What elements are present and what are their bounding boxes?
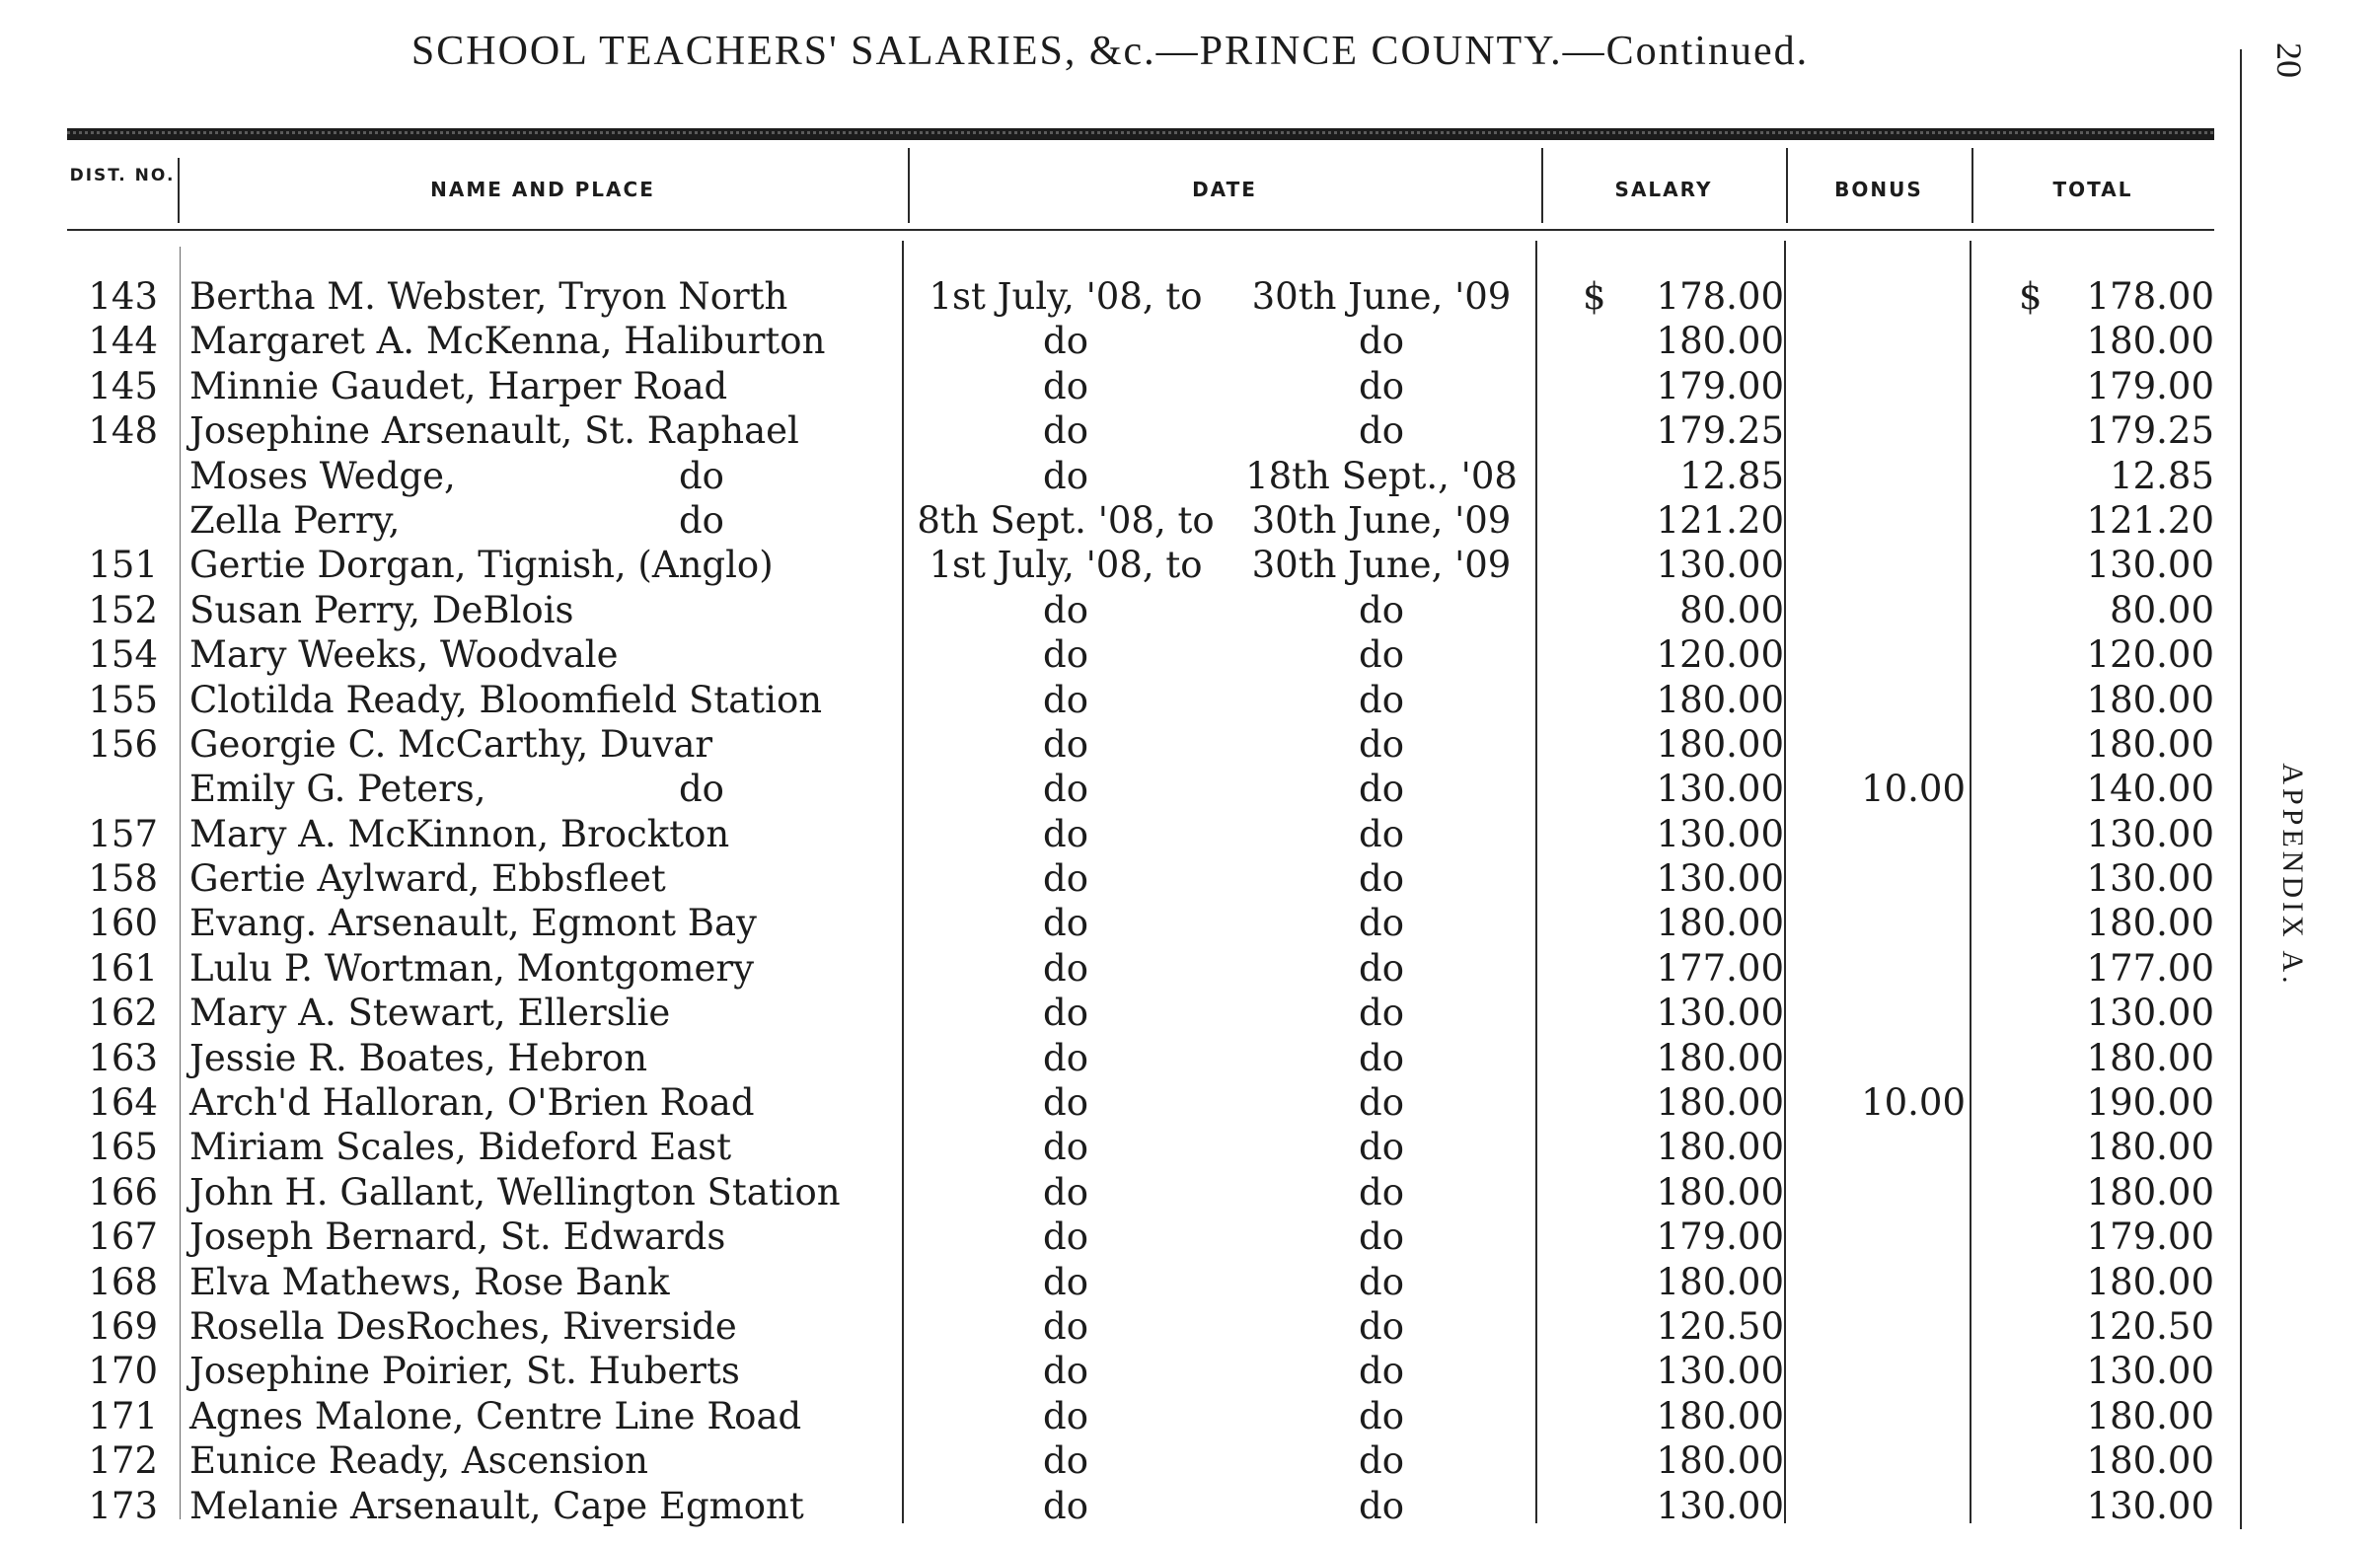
dist-no-cell: 155 [88,678,158,721]
total-cell: 130.00 [2086,1350,2214,1393]
salary-cell: 130.00 [1656,1484,1784,1527]
salary-cell: 180.00 [1656,320,1784,363]
name-cell: Josephine Arsenault, St. Raphael [189,409,799,453]
date-to-cell: do [1359,409,1404,453]
header-separator [178,158,180,223]
bonus-cell [1788,991,1966,1035]
date-to-cell: 30th June, '09 [1251,275,1512,318]
header-separator [908,148,910,223]
place-ditto-cell [679,1125,896,1169]
table-row [0,1260,2240,1304]
place-ditto-cell: do [679,454,724,497]
total-cell: 180.00 [2086,1036,2214,1079]
date-to-cell: do [1359,768,1404,811]
total-cell: 130.00 [2086,812,2214,855]
date-to-cell: do [1359,857,1404,901]
place-ditto-cell: do [679,498,724,542]
table-row [0,722,2240,767]
dollar-sign: $ [1583,275,1606,318]
place-ditto-cell [679,901,896,945]
table-row [0,1036,2240,1080]
appendix-label: APPENDIX A. [2276,763,2309,988]
total-cell: 180.00 [2086,1260,2214,1303]
table-row [0,1214,2240,1259]
date-to-cell: do [1359,1350,1404,1393]
salary-cell: 179.00 [1656,1215,1784,1259]
total-cell: 180.00 [2086,1126,2214,1169]
date-to-cell: 30th June, '09 [1251,544,1512,587]
name-cell: Gertie Aylward, Ebbsfleet [189,857,666,901]
bonus-cell [1788,1304,1966,1349]
date-to-cell: do [1359,902,1404,945]
date-to-cell: do [1359,1215,1404,1259]
date-to-cell: do [1359,1126,1404,1169]
date-from-cell: do [1043,902,1088,945]
table-row [0,364,2240,408]
date-to-cell: do [1359,1394,1404,1437]
date-from-cell: do [1043,1036,1088,1079]
bonus-cell [1788,408,1966,453]
total-cell: 180.00 [2086,902,2214,945]
header-separator [1541,148,1543,223]
total-cell: 180.00 [2086,320,2214,363]
name-cell: Agnes Malone, Centre Line Road [189,1394,802,1437]
salary-cell: 178.00 [1656,275,1784,318]
date-to-cell: do [1359,364,1404,407]
page-number: 20 [2269,42,2309,78]
name-cell: Arch'd Halloran, O'Brien Road [189,1081,755,1125]
date-from-cell: do [1043,409,1088,453]
place-ditto-cell [679,722,896,767]
place-ditto-cell [679,1394,896,1438]
name-cell: Evang. Arsenault, Egmont Bay [189,902,757,945]
place-ditto-cell [679,946,896,991]
date-from-cell: do [1043,722,1088,766]
table-row [0,1484,2240,1528]
name-cell: Clotilda Ready, Bloomfield Station [189,678,823,721]
table-row [0,408,2240,453]
name-cell: Jessie R. Boates, Hebron [189,1036,648,1079]
dist-no-cell: 160 [88,902,158,945]
date-to-cell: do [1359,946,1404,990]
place-ditto-cell [679,408,896,453]
salary-cell: 180.00 [1656,902,1784,945]
place-ditto-cell [679,678,896,722]
date-from-cell: do [1043,633,1088,677]
date-to-cell: do [1359,1304,1404,1348]
dist-no-cell [67,767,158,811]
total-cell: 121.20 [2086,498,2214,542]
date-to-cell: do [1359,1170,1404,1214]
total-cell: 190.00 [2086,1081,2214,1125]
date-from-cell: do [1043,946,1088,990]
place-ditto-cell [679,1484,896,1528]
place-ditto-cell [679,812,896,856]
bonus-cell [1788,1214,1966,1259]
bonus-cell [1788,1349,1966,1393]
date-to-cell: do [1359,320,1404,363]
name-cell: Lulu P. Wortman, Montgomery [189,946,754,990]
dist-no-cell [67,454,158,498]
dist-no-cell: 148 [88,409,158,453]
date-from-cell: do [1043,1260,1088,1303]
name-cell: Josephine Poirier, St. Huberts [189,1350,740,1393]
dist-no-cell: 161 [88,946,158,990]
place-ditto-cell [679,319,896,363]
total-cell: 179.25 [2086,409,2214,453]
place-ditto-cell [679,1170,896,1214]
total-cell: 130.00 [2086,992,2214,1035]
dist-no-cell: 165 [88,1126,158,1169]
bonus-cell [1788,588,1966,632]
name-cell: Gertie Dorgan, Tignish, (Anglo) [189,544,774,587]
name-cell: Elva Mathews, Rose Bank [189,1260,670,1303]
dist-no-cell: 151 [88,544,158,587]
dist-no-cell: 171 [88,1394,158,1437]
date-to-cell: do [1359,1081,1404,1125]
table-row [0,901,2240,945]
total-cell: 140.00 [2086,768,2214,811]
place-ditto-cell [679,632,896,677]
bonus-cell [1788,498,1966,543]
date-to-cell: do [1359,678,1404,721]
place-ditto-cell [679,543,896,587]
date-to-cell: do [1359,812,1404,855]
date-from-cell: do [1043,678,1088,721]
bonus-cell [1788,812,1966,856]
date-from-cell: do [1043,1439,1088,1483]
salary-cell: 130.00 [1656,1350,1784,1393]
table-row [0,1080,2240,1125]
date-from-cell: do [1043,1126,1088,1169]
date-from-cell: do [1043,1394,1088,1437]
bonus-cell [1788,1170,1966,1214]
table-row [0,274,2240,319]
bonus-cell [1788,319,1966,363]
date-from-cell: do [1043,588,1088,631]
name-cell: Mary A. McKinnon, Brockton [189,812,730,855]
bonus-cell [1788,1260,1966,1304]
bonus-cell: 10.00 [1861,768,1966,811]
total-cell: 12.85 [2110,454,2214,497]
salary-cell: 179.25 [1656,409,1784,453]
bonus-cell [1788,678,1966,722]
place-ditto-cell [679,274,896,319]
date-to-cell: 30th June, '09 [1251,498,1512,542]
table-row [0,1304,2240,1349]
table-row [0,632,2240,677]
salary-cell: 179.00 [1656,364,1784,407]
bonus-cell: 10.00 [1861,1081,1966,1125]
salary-cell: 180.00 [1656,1081,1784,1125]
name-cell: Georgie C. McCarthy, Duvar [189,722,713,766]
bonus-cell [1788,901,1966,945]
date-to-cell: do [1359,588,1404,631]
date-to-cell: do [1359,722,1404,766]
total-cell: 130.00 [2086,544,2214,587]
header-bonus: BONUS [1834,178,1923,201]
date-to-cell: 18th Sept., '08 [1245,454,1518,497]
bonus-cell [1788,543,1966,587]
name-cell: Zella Perry, [189,498,401,542]
salary-cell: 130.00 [1656,857,1784,901]
place-ditto-cell [679,856,896,901]
dist-no-cell: 172 [88,1439,158,1483]
date-from-cell: do [1043,768,1088,811]
date-from-cell: 1st July, '08, to [929,544,1203,587]
header-total: TOTAL [2052,178,2133,201]
dist-no-cell: 166 [88,1170,158,1214]
table-row [0,991,2240,1035]
date-from-cell: 1st July, '08, to [929,275,1203,318]
bonus-cell [1788,856,1966,901]
place-ditto-cell [679,1304,896,1349]
name-cell: Mary Weeks, Woodvale [189,633,619,677]
header-separator [1786,148,1788,223]
name-cell: Mary A. Stewart, Ellerslie [189,992,671,1035]
place-ditto-cell: do [679,768,724,811]
date-from-cell: do [1043,812,1088,855]
name-cell: Moses Wedge, [189,454,456,497]
bonus-cell [1788,632,1966,677]
bonus-cell [1788,454,1966,498]
total-cell: 180.00 [2086,722,2214,766]
total-cell: 179.00 [2086,1215,2214,1259]
date-from-cell: do [1043,1350,1088,1393]
date-to-cell: do [1359,1036,1404,1079]
salary-cell: 130.00 [1656,544,1784,587]
name-cell: Rosella DesRoches, Riverside [189,1304,737,1348]
bonus-cell [1788,946,1966,991]
table-row [0,856,2240,901]
place-ditto-cell [679,588,896,632]
dist-no-cell: 168 [88,1260,158,1303]
dist-no-cell: 157 [88,812,158,855]
table-row [0,678,2240,722]
bonus-cell [1788,274,1966,319]
date-from-cell: 8th Sept. '08, to [917,498,1215,542]
table-row [0,588,2240,632]
total-cell: 80.00 [2110,588,2214,631]
dist-no-cell: 145 [88,364,158,407]
table-row [0,319,2240,363]
page-title: SCHOOL TEACHERS' SALARIES, &c.—PRINCE COUNTY.—Continued. [410,29,1810,74]
dollar-sign: $ [2019,275,2043,318]
dist-no-cell: 154 [88,633,158,677]
place-ditto-cell [679,1438,896,1483]
salary-cell: 180.00 [1656,1036,1784,1079]
name-cell: Joseph Bernard, St. Edwards [189,1215,726,1259]
total-cell: 130.00 [2086,857,2214,901]
table-row [0,767,2240,811]
table-row [0,1170,2240,1214]
salary-cell: 121.20 [1656,498,1784,542]
dist-no-cell: 162 [88,992,158,1035]
bonus-cell [1788,722,1966,767]
dist-no-cell: 163 [88,1036,158,1079]
salary-cell: 120.50 [1656,1304,1784,1348]
salary-cell: 180.00 [1656,1394,1784,1437]
dist-no-cell: 164 [88,1081,158,1125]
header-date: DATE [1192,178,1257,201]
date-from-cell: do [1043,1215,1088,1259]
date-from-cell: do [1043,1484,1088,1527]
table-row [0,543,2240,587]
date-from-cell: do [1043,1304,1088,1348]
bonus-cell [1788,1125,1966,1169]
date-from-cell: do [1043,320,1088,363]
header-salary: SALARY [1614,178,1713,201]
top-double-rule [67,128,2214,140]
place-ditto-cell [679,1080,896,1125]
place-ditto-cell [679,1036,896,1080]
place-ditto-cell [679,991,896,1035]
salary-cell: 130.00 [1656,992,1784,1035]
date-to-cell: do [1359,1484,1404,1527]
total-cell: 177.00 [2086,946,2214,990]
header-name-place: NAME AND PLACE [430,178,655,201]
name-cell: Emily G. Peters, [189,768,486,811]
salary-cell: 180.00 [1656,1126,1784,1169]
dist-no-cell: 170 [88,1350,158,1393]
salary-cell: 180.00 [1656,722,1784,766]
bonus-cell [1788,1484,1966,1528]
total-cell: 178.00 [2086,275,2214,318]
date-to-cell: do [1359,992,1404,1035]
date-to-cell: do [1359,1439,1404,1483]
place-ditto-cell [679,1260,896,1304]
bonus-cell [1788,364,1966,408]
date-from-cell: do [1043,1170,1088,1214]
salary-cell: 130.00 [1656,812,1784,855]
date-from-cell: do [1043,992,1088,1035]
date-from-cell: do [1043,364,1088,407]
name-cell: Susan Perry, DeBlois [189,588,574,631]
total-cell: 180.00 [2086,1439,2214,1483]
bonus-cell [1788,1438,1966,1483]
name-cell: Eunice Ready, Ascension [189,1439,648,1483]
dist-no-cell: 167 [88,1215,158,1259]
date-from-cell: do [1043,857,1088,901]
dist-no-cell: 144 [88,320,158,363]
header-separator [1971,148,1973,223]
dist-no-cell: 143 [88,275,158,318]
table-row [0,1125,2240,1169]
table-row [0,498,2240,543]
table-row [0,1349,2240,1393]
total-cell: 180.00 [2086,678,2214,721]
salary-cell: 120.00 [1656,633,1784,677]
total-cell: 120.50 [2086,1304,2214,1348]
table-row [0,946,2240,991]
dist-no-cell [67,498,158,543]
total-cell: 180.00 [2086,1394,2214,1437]
name-cell: John H. Gallant, Wellington Station [189,1170,841,1214]
salary-table-body [0,274,2240,1528]
header-dist-no: DIST. NO. [69,166,176,185]
bonus-cell [1788,1394,1966,1438]
total-cell: 120.00 [2086,633,2214,677]
name-cell: Miriam Scales, Bideford East [189,1126,732,1169]
salary-cell: 12.85 [1679,454,1784,497]
table-row [0,454,2240,498]
salary-cell: 177.00 [1656,946,1784,990]
place-ditto-cell [679,1349,896,1393]
place-ditto-cell [679,1214,896,1259]
dist-no-cell: 169 [88,1304,158,1348]
salary-cell: 130.00 [1656,768,1784,811]
table-row [0,1438,2240,1483]
table-row [0,1394,2240,1438]
name-cell: Margaret A. McKenna, Haliburton [189,320,826,363]
total-cell: 180.00 [2086,1170,2214,1214]
total-cell: 179.00 [2086,364,2214,407]
salary-cell: 180.00 [1656,1260,1784,1303]
salary-cell: 180.00 [1656,1439,1784,1483]
salary-cell: 180.00 [1656,1170,1784,1214]
salary-cell: 80.00 [1679,588,1784,631]
date-from-cell: do [1043,1081,1088,1125]
date-to-cell: do [1359,633,1404,677]
total-cell: 130.00 [2086,1484,2214,1527]
bonus-cell [1788,1036,1966,1080]
dist-no-cell: 156 [88,722,158,766]
right-margin-rule [2240,49,2242,1529]
salary-cell: 180.00 [1656,678,1784,721]
dist-no-cell: 158 [88,857,158,901]
dist-no-cell: 152 [88,588,158,631]
dist-no-cell: 173 [88,1484,158,1527]
name-cell: Bertha M. Webster, Tryon North [189,275,788,318]
name-cell: Minnie Gaudet, Harper Road [189,364,728,407]
date-to-cell: do [1359,1260,1404,1303]
date-from-cell: do [1043,454,1088,497]
place-ditto-cell [679,364,896,408]
name-cell: Melanie Arsenault, Cape Egmont [189,1484,804,1527]
header-rule [67,229,2214,231]
table-row [0,812,2240,856]
